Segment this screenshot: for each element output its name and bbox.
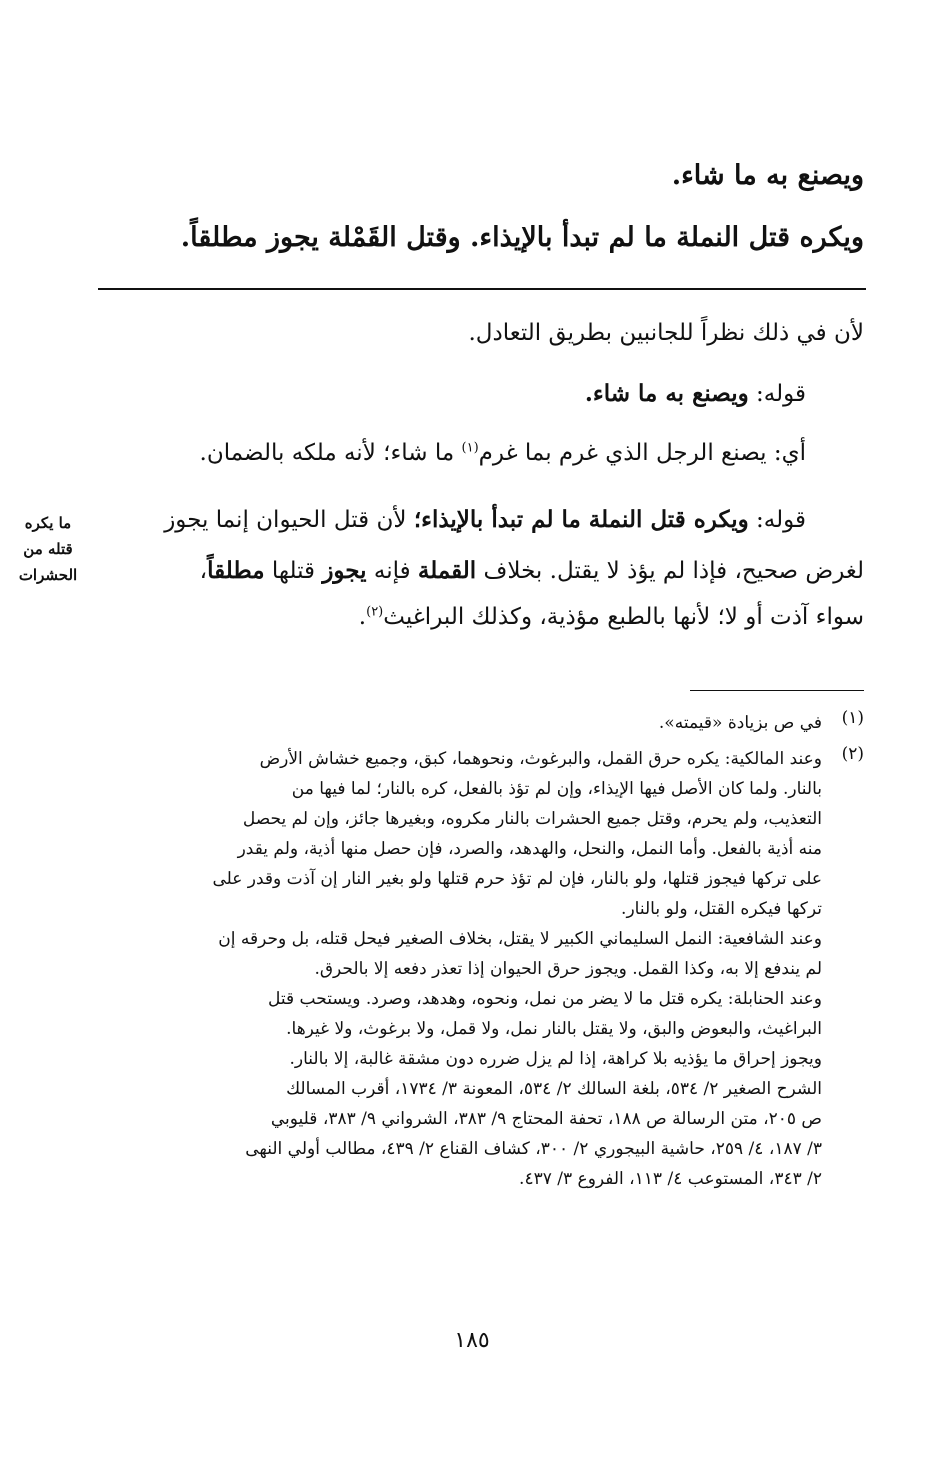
footnote-line: البراغيث، والبعوض والبق، ولا يقتل بالنار نمل، ولا قمل، ولا برغوث، ولا غيرها. [286,1019,822,1039]
commentary-text: ، [199,558,208,584]
commentary-text: . [358,604,367,630]
bold-term: يجوز [322,557,367,584]
footnote-line: بالنار. ولما كان الأصل فيها الإيذاء، وإن لم تؤذ بالفعل، كره بالنار؛ لما فيها من [291,779,822,799]
footnote-line: ٢/ ٣٤٣، المستوعب ٤/ ١١٣، الفروع ٣/ ٤٣٧. [519,1169,822,1189]
footnote-line: وعند المالكية: يكره حرق القمل، والبرغوث، ونحوهما، كبق، وجميع خشاش الأرض [259,749,822,769]
footnote-line: وعند الشافعية: النمل السليماني الكبير لا يقتل، بخلاف الصغير فيحل قتله، بل وحرقه إن [218,929,822,949]
footnote-separator [690,690,864,691]
footnote-line: على تركها فيجوز قتلها، ولو بالنار، فإن لم تؤذ حرم قتلها ولو بغير النار إن آذت وقدر على [212,869,822,889]
qawluhu-label: قوله: [748,381,806,407]
commentary-paragraph-1: لأن في ذلك نظراً للجانبين بطريق التعادل. [468,320,864,346]
footnote-line: في ص بزيادة «قيمته». [658,713,822,733]
commentary-text: سواء آذت أو لا؛ لأنها بالطبع مؤذية، وكذلك البراغيث [383,604,864,630]
commentary-text: فإنه [366,558,418,584]
commentary-text: لغرض صحيح، فإذا لم يؤذ لا يقتل. بخلاف [476,558,864,584]
commentary-paragraph-6 [80,604,864,630]
footnote-line: الشرح الصغير ٢/ ٥٣٤، بلغة السالك ٢/ ٥٣٤، المعونة ٣/ ١٧٣٤، أقرب المسالك [286,1079,822,1099]
footnote-ref-1[interactable]: (١) [461,440,479,456]
footnote-2 [96,744,864,1194]
commentary-text: ما شاء؛ لأنه ملكه بالضمان. [199,440,462,466]
commentary-paragraph-5 [80,557,864,584]
footnote-line: ويجوز إحراق ما يؤذيه بلا كراهة، إذا لم يزل ضرره دون مشقة غالبة، إلا بالنار. [289,1049,822,1069]
bold-term: مطلقاً [207,557,265,584]
footnote-1 [96,708,864,738]
footnote-line: التعذيب، ولم يحرم، وقتل جميع الحشرات بالنار مكروه، وبغيرها جائز، وإن لم يحصل [242,809,822,829]
bold-term: القملة [417,557,477,584]
qawluhu-label: قوله: [748,507,806,533]
matn-line-1: ويصنع به ما شاء. [671,160,864,191]
commentary-paragraph-3 [80,440,806,466]
footnote-number: (١) [841,708,864,728]
footnote-line: وعند الحنابلة: يكره قتل ما لا يضر من نمل، ونحوه، وهدهد، وصرد. ويستحب قتل [268,989,822,1009]
commentary-paragraph-4 [80,506,806,533]
footnote-line: ٣/ ١٨٧، ٤/ ٢٥٩، حاشية البيجوري ٢/ ٣٠٠، كشاف القناع ٢/ ٤٣٩، مطالب أولي النهى [245,1139,822,1159]
footnote-number: (٢) [841,744,864,764]
footnote-line: ص ٢٠٥، متن الرسالة ص ١٨٨، تحفة المحتاج ٩/ ٣٨٣، الشرواني ٩/ ٣٨٣، قليوبي [270,1109,822,1129]
matn-line-2: ويكره قتل النملة ما لم تبدأ بالإيذاء. وقتل القَمْلة يجوز مطلقاً. [180,222,864,253]
quoted-matn: ويكره قتل النملة ما لم تبدأ بالإيذاء؛ [413,506,749,533]
quoted-matn: ويصنع به ما شاء. [584,380,749,407]
commentary-text: أي: يصنع الرجل الذي غرم بما غرم [478,440,806,466]
commentary-text: لأن قتل الحيوان إنما يجوز [164,507,414,533]
margin-note-line: الحشرات [18,566,78,584]
margin-note-line: ما يكره [24,514,72,532]
footnote-line: تركها فيكره القتل، ولو بالنار. [621,899,822,919]
commentary-paragraph-2 [80,380,806,407]
footnote-line: لم يندفع إلا به، وكذا القمل. ويجوز حرق الحيوان إذا تعذر دفعه إلا بالحرق. [314,959,822,979]
footnote-ref-2[interactable]: (٢) [366,604,384,620]
footnote-body [96,708,822,738]
page-number: ١٨٥ [454,1328,490,1353]
commentary-text: قتلها [264,558,323,584]
footnote-line: منه أذية بالفعل. وأما النمل، والنحل، والهدهد، والصرد، فإن حصل منها أذية، ولم يقدر [237,839,822,859]
matn-separator [98,288,866,290]
footnote-body [96,744,822,1194]
margin-note [8,510,88,588]
margin-note-line: قتله من [23,540,73,558]
